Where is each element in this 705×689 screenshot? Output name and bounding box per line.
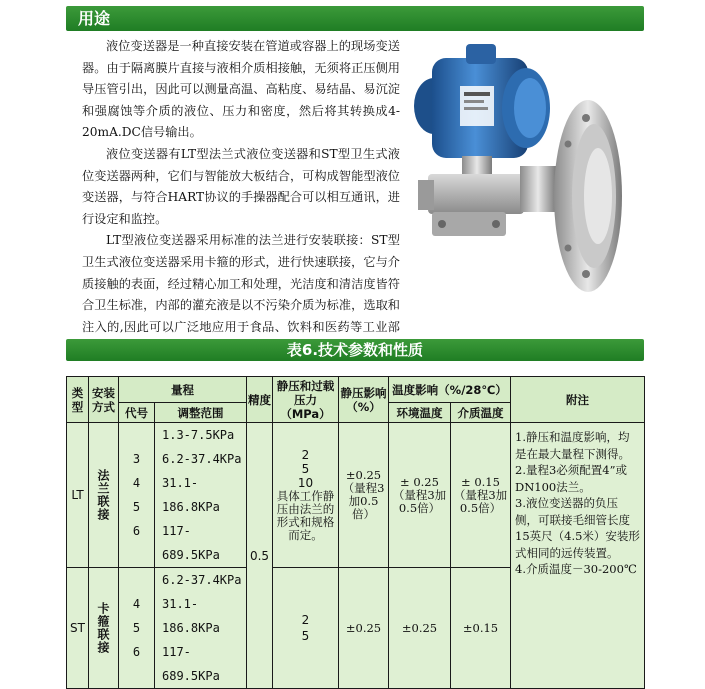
header-static-pressure: 静压和过载压力（MPa） (273, 377, 339, 423)
st-code: 6 (132, 645, 141, 659)
intro-paragraph-1: 液位变送器是一种直接安装在管道或容器上的现场变送器。由于隔离膜片直接与液相介质相接触，无须将正压侧用导压管引出，因此可以测量高温、高粘度、易结晶、易沉淀和强腐蚀等介质的液位、压力和密度，然后将其转换成4-20mA.DC信号输出。 (82, 39, 400, 140)
lt-pressure-note: 具体工作静压由法兰的形式和规格而定。 (276, 489, 335, 542)
header-accuracy: 精度 (247, 377, 273, 423)
st-codes (119, 568, 155, 689)
table-row-lt (67, 423, 645, 568)
table-section-title: 表6.技术参数和性质 (286, 341, 424, 359)
notes-cell (511, 423, 645, 689)
accuracy-value: 0.5 (247, 423, 273, 689)
lt-code: 5 (132, 500, 141, 514)
level-transmitter-photo (408, 36, 638, 304)
note-item: 4.介质温度－30-200℃ (515, 562, 637, 576)
table-section-header (66, 339, 644, 361)
st-code: 5 (132, 621, 141, 635)
st-pressure (273, 568, 339, 689)
note-item: 2.量程3必须配置4”或DN100法兰。 (515, 463, 627, 494)
lt-ranges (155, 423, 247, 568)
usage-section-title: 用途 (78, 9, 111, 28)
st-code: 4 (132, 597, 141, 611)
lt-static-effect: ±0.25（量程3加0.5倍） (339, 423, 389, 568)
st-range: 6.2-37.4KPa (162, 573, 242, 587)
lt-pressure-value: 2 (301, 448, 310, 462)
st-ambient-effect: ±0.25 (389, 568, 451, 689)
lt-code: 6 (132, 524, 141, 538)
lt-type: LT (67, 423, 89, 568)
lt-codes (119, 423, 155, 568)
spec-table (66, 376, 645, 689)
lt-ambient-effect: ± 0.25（量程3加0.5倍） (389, 423, 451, 568)
header-type: 类型 (67, 377, 89, 423)
header-notes: 附注 (511, 377, 645, 423)
st-static-effect: ±0.25 (339, 568, 389, 689)
st-ranges (155, 568, 247, 689)
lt-pressure (273, 423, 339, 568)
lt-code: 4 (132, 476, 141, 490)
header-medium: 介质温度 (451, 403, 511, 423)
note-item: 3.液位变送器的负压侧，可联接毛细管长度15英尺（4.5米）安装形式相同的远传装置。 (515, 496, 640, 560)
st-medium-effect: ±0.15 (451, 568, 511, 689)
lt-pressure-value: 10 (297, 476, 314, 490)
header-ambient: 环境温度 (389, 403, 451, 423)
lt-range: 31.1-186.8KPa (162, 476, 220, 514)
lt-pressure-value: 5 (301, 462, 310, 476)
header-code: 代号 (119, 403, 155, 423)
usage-section-header (66, 6, 644, 31)
intro-text (82, 36, 400, 360)
header-temp-effect: 温度影响（%/28℃） (389, 377, 511, 403)
note-item: 1.静压和温度影响，均是在最大量程下测得。 (515, 430, 630, 461)
st-pressure-value: 5 (301, 629, 310, 643)
st-range: 31.1-186.8KPa (162, 597, 220, 635)
lt-code: 3 (132, 452, 141, 466)
header-adjust: 调整范围 (155, 403, 247, 423)
intro-paragraph-3: LT型液位变送器采用标准的法兰进行安装联接：ST型卫生式液位变送器采用卡箍的形式，进行快速联接，它与介质接触的表面，经过精心加工和处理，光洁度和清洁度皆符合卫生标准，内部的灌充液是以不污染介质为标准，选取和注入的,因此可以广泛地应用于食品、饮料和医药等工业部 (82, 233, 400, 334)
header-install: 安装方式 (89, 377, 119, 423)
lt-range: 117-689.5KPa (162, 524, 220, 562)
header-range: 量程 (119, 377, 247, 403)
lt-range: 1.3-7.5KPa (162, 428, 235, 442)
st-type: ST (67, 568, 89, 689)
st-pressure-value: 2 (301, 613, 310, 627)
lt-range: 6.2-37.4KPa (162, 452, 242, 466)
lt-install: 法兰联接 (96, 469, 110, 521)
intro-paragraph-2: 液位变送器有LT型法兰式液位变送器和ST型卫生式液位变送器两种，它们与智能放大板结合，可构成智能型液位变送器，与符合HART协议的手操器配合可以相互通讯，进行设定和监控。 (82, 146, 400, 226)
st-install: 卡箍联接 (96, 602, 110, 654)
st-range: 117-689.5KPa (162, 645, 220, 683)
lt-medium-effect: ± 0.15（量程3加0.5倍） (451, 423, 511, 568)
header-static-effect: 静压影响（%） (339, 377, 389, 423)
